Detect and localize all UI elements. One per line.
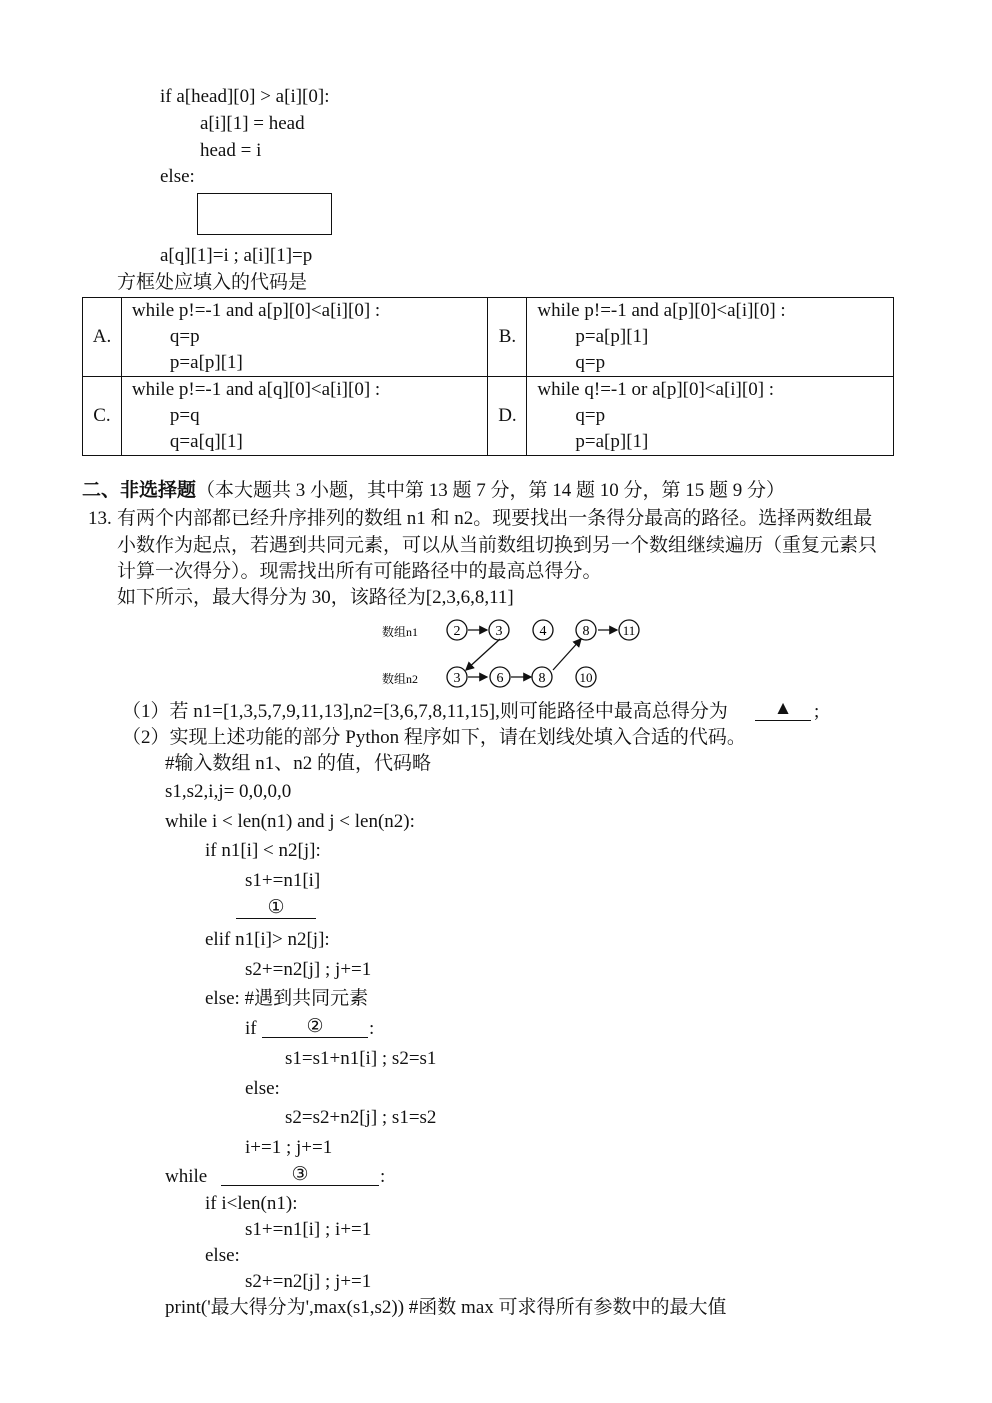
code-line: while i < len(n1) and j < len(n2):	[165, 811, 415, 832]
code-line: a[q][1]=i ; a[i][1]=p	[160, 245, 313, 266]
row-label-n2: 数组n2	[382, 672, 419, 686]
option-d	[527, 377, 894, 456]
blank-marker: ②	[306, 1016, 324, 1037]
option-a	[121, 298, 488, 377]
option-line: p=a[p][1]	[575, 431, 649, 452]
option-line: while p!=-1 and a[p][0]<a[i][0] :	[537, 300, 786, 321]
answer-blank-1	[236, 897, 316, 919]
code-line: print('最大得分为',max(s1,s2)) #函数 max 可求得所有参数中的最大值	[165, 1297, 727, 1318]
node-value: 2	[453, 624, 461, 639]
option-b	[527, 298, 894, 377]
question-text: 有两个内部都已经升序排列的数组 n1 和 n2。现要找出一条得分最高的路径。选择两数组最	[117, 508, 873, 529]
node-value: 10	[579, 670, 593, 685]
code-line: if n1[i] < n2[j]:	[205, 840, 321, 861]
option-line: while p!=-1 and a[q][0]<a[i][0] :	[131, 379, 381, 400]
path-arrow	[553, 639, 581, 670]
option-line: q=p	[575, 405, 606, 426]
answer-blank-2	[262, 1016, 368, 1038]
option-line: q=a[q][1]	[169, 431, 243, 452]
code-punct: :	[369, 1018, 375, 1039]
sub-question-2: （2）实现上述功能的部分 Python 程序如下，请在划线处填入合适的代码。	[122, 727, 746, 748]
question-number: 13.	[88, 508, 112, 529]
code-line: s1+=n1[i] ; i+=1	[245, 1219, 372, 1240]
question-text: 如下所示，最大得分为 30，该路径为[2,3,6,8,11]	[117, 587, 514, 608]
answer-blank-3	[221, 1164, 379, 1186]
blank-marker: ③	[291, 1164, 309, 1185]
option-line: while p!=-1 and a[p][0]<a[i][0] :	[131, 300, 381, 321]
option-label: B.	[488, 298, 527, 377]
code-comment: #输入数组 n1、n2 的值，代码略	[165, 753, 432, 774]
section-note: （本大题共 3 小题，其中第 13 题 7 分，第 14 题 10 分，第 15 题 9 分）	[196, 480, 786, 501]
code-line: else:	[245, 1078, 280, 1099]
code-line: s2+=n2[j] ; j+=1	[245, 959, 372, 980]
code-line: a[i][1] = head	[200, 113, 305, 134]
section-heading	[82, 480, 785, 502]
option-line: p=a[p][1]	[169, 352, 243, 373]
blank-marker: ①	[267, 897, 285, 918]
option-line: p=q	[169, 405, 200, 426]
node-value: 3	[453, 671, 461, 686]
options-table	[82, 297, 894, 456]
answer-blank	[755, 698, 811, 721]
path-diagram	[370, 612, 670, 694]
punctuation: ;	[814, 701, 820, 722]
code-keyword: while	[165, 1166, 208, 1187]
code-line: s1+=n1[i]	[245, 870, 321, 891]
option-c	[121, 377, 488, 456]
row-label-n1: 数组n1	[382, 625, 419, 639]
code-line: elif n1[i]> n2[j]:	[205, 929, 330, 950]
answer-box	[197, 193, 332, 235]
node-value: 3	[495, 624, 503, 639]
code-line: i+=1 ; j+=1	[245, 1137, 333, 1158]
node-value: 6	[496, 671, 504, 686]
code-line: s2+=n2[j] ; j+=1	[245, 1271, 372, 1292]
code-line: head = i	[200, 140, 262, 161]
code-line: else:	[160, 166, 195, 187]
code-line: else: #遇到共同元素	[205, 988, 369, 1009]
triangle-mark: ▲	[773, 698, 793, 719]
question-prompt: 方框处应填入的代码是	[117, 272, 308, 293]
option-label: C.	[83, 377, 122, 456]
code-keyword: if	[245, 1018, 257, 1039]
code-line: s1=s1+n1[i] ; s2=s1	[285, 1048, 437, 1069]
code-line: if a[head][0] > a[i][0]:	[160, 86, 330, 107]
option-line: q=p	[575, 352, 606, 373]
option-line: p=a[p][1]	[575, 326, 649, 347]
question-text: 小数作为起点，若遇到共同元素，可以从当前数组切换到另一个数组继续遍历（重复元素只	[117, 535, 878, 556]
question-text: 计算一次得分）。现需找出所有可能路径中的最高总得分。	[117, 561, 602, 582]
path-arrow	[466, 639, 500, 670]
code-line: s1,s2,i,j= 0,0,0,0	[165, 781, 292, 802]
option-line: while q!=-1 or a[p][0]<a[i][0] :	[537, 379, 775, 400]
node-value: 8	[538, 671, 546, 686]
option-label: A.	[83, 298, 122, 377]
option-label: D.	[488, 377, 527, 456]
sub-question-1: （1）若 n1=[1,3,5,7,9,11,13],n2=[3,6,7,8,11,15],则可能路径中最高总得分为	[122, 701, 728, 722]
option-line: q=p	[169, 326, 200, 347]
code-line: else:	[205, 1245, 240, 1266]
section-title: 二、非选择题	[82, 480, 197, 501]
code-line: s2=s2+n2[j] ; s1=s2	[285, 1107, 437, 1128]
node-value: 4	[539, 624, 547, 639]
node-value: 11	[622, 623, 636, 638]
code-line: if i<len(n1):	[205, 1193, 298, 1214]
node-value: 8	[582, 624, 590, 639]
code-punct: :	[380, 1166, 386, 1187]
